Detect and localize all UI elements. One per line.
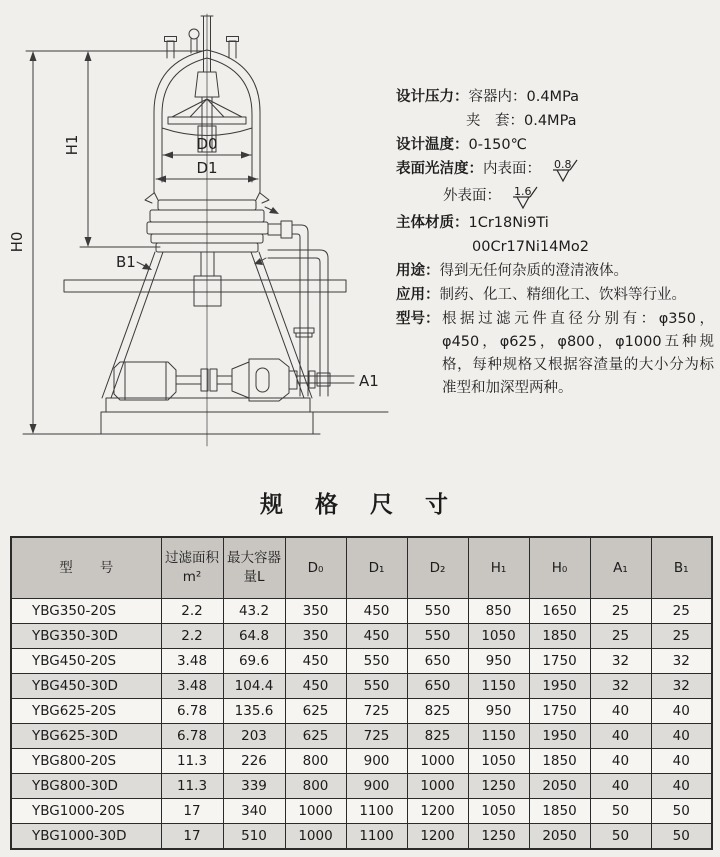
model-cell: YBG450-20S	[11, 649, 161, 674]
value-cell: 32	[590, 649, 651, 674]
roughness-value: 0.8	[554, 158, 572, 171]
d1-dimension	[156, 159, 258, 183]
value-cell: 2.2	[161, 599, 223, 624]
d0-label: D0	[196, 135, 218, 153]
column-header: D₁	[346, 537, 407, 599]
h1-label: H1	[63, 134, 81, 156]
value-cell: 1250	[468, 774, 529, 799]
value-cell: 825	[407, 699, 468, 724]
value-cell: 950	[468, 649, 529, 674]
value-cell: 550	[346, 674, 407, 699]
spec-label: 型号：	[396, 311, 440, 327]
value-cell: 11.3	[161, 774, 223, 799]
spec-table-body	[11, 599, 712, 850]
table-row	[11, 599, 712, 624]
spec-surface-outer	[396, 185, 714, 211]
model-cell: YBG350-20S	[11, 599, 161, 624]
h0-dimension	[8, 51, 37, 434]
spec-value: 外表面：	[443, 188, 501, 204]
value-cell: 2050	[529, 824, 590, 850]
column-header: D₂	[407, 537, 468, 599]
value-cell: 1100	[346, 799, 407, 824]
value-cell: 203	[223, 724, 285, 749]
value-cell: 1850	[529, 799, 590, 824]
value-cell: 450	[285, 674, 346, 699]
spec-value: 得到无任何杂质的澄清液体。	[439, 263, 628, 279]
value-cell: 1850	[529, 624, 590, 649]
column-header: 过滤面积m²	[161, 537, 223, 599]
value-cell: 725	[346, 724, 407, 749]
value-cell: 550	[407, 599, 468, 624]
table-row	[11, 824, 712, 850]
value-cell: 1250	[468, 824, 529, 850]
value-cell: 50	[651, 824, 712, 850]
table-row	[11, 724, 712, 749]
spec-value: 00Cr17Ni14Mo2	[472, 239, 589, 255]
value-cell: 3.48	[161, 674, 223, 699]
b1-callout	[116, 253, 266, 271]
value-cell: 40	[590, 774, 651, 799]
column-header: 型 号	[11, 537, 161, 599]
column-header: B₁	[651, 537, 712, 599]
value-cell: 900	[346, 774, 407, 799]
value-cell: 25	[590, 599, 651, 624]
spec-label: 设计温度：	[396, 137, 469, 153]
value-cell: 450	[285, 649, 346, 674]
value-cell: 40	[590, 724, 651, 749]
column-header: A₁	[590, 537, 651, 599]
value-cell: 40	[651, 774, 712, 799]
value-cell: 550	[407, 624, 468, 649]
table-row	[11, 799, 712, 824]
value-cell: 64.8	[223, 624, 285, 649]
pump	[176, 359, 297, 401]
value-cell: 900	[346, 749, 407, 774]
value-cell: 1850	[529, 749, 590, 774]
value-cell: 25	[590, 624, 651, 649]
value-cell: 1650	[529, 599, 590, 624]
value-cell: 25	[651, 624, 712, 649]
value-cell: 43.2	[223, 599, 285, 624]
value-cell: 1000	[285, 799, 346, 824]
spec-application	[396, 284, 714, 307]
value-cell: 17	[161, 799, 223, 824]
spec-design-temperature	[396, 134, 714, 157]
table-row	[11, 774, 712, 799]
model-cell: YBG350-30D	[11, 624, 161, 649]
column-header: H₀	[529, 537, 590, 599]
spec-material-2	[396, 236, 714, 259]
value-cell: 1200	[407, 799, 468, 824]
value-cell: 1150	[468, 724, 529, 749]
platform-bar	[64, 280, 346, 292]
spec-label: 表面光洁度：	[396, 161, 483, 177]
filter-equipment-diagram	[8, 2, 400, 462]
value-cell: 32	[651, 649, 712, 674]
value-cell: 650	[407, 649, 468, 674]
value-cell: 25	[651, 599, 712, 624]
spec-label: 用途：	[396, 263, 440, 279]
value-cell: 800	[285, 749, 346, 774]
value-cell: 69.6	[223, 649, 285, 674]
value-cell: 1950	[529, 674, 590, 699]
spec-value: 0-150℃	[468, 137, 527, 153]
spec-value: 容器内：0.4MPa	[468, 89, 580, 105]
value-cell: 625	[285, 699, 346, 724]
a1-label: A1	[359, 372, 379, 390]
model-cell: YBG625-20S	[11, 699, 161, 724]
value-cell: 40	[651, 699, 712, 724]
value-cell: 825	[407, 724, 468, 749]
d1-label: D1	[196, 159, 218, 177]
a1-outlet	[297, 371, 379, 390]
value-cell: 11.3	[161, 749, 223, 774]
value-cell: 650	[407, 674, 468, 699]
spec-model	[396, 308, 714, 400]
value-cell: 32	[590, 674, 651, 699]
value-cell: 1200	[407, 824, 468, 850]
table-row	[11, 624, 712, 649]
value-cell: 1050	[468, 749, 529, 774]
value-cell: 1750	[529, 649, 590, 674]
value-cell: 40	[651, 724, 712, 749]
value-cell: 1100	[346, 824, 407, 850]
value-cell: 1950	[529, 724, 590, 749]
value-cell: 1050	[468, 799, 529, 824]
h1-dimension	[63, 51, 160, 247]
h0-label: H0	[8, 231, 26, 253]
motor	[114, 362, 176, 400]
spec-jacket-pressure	[396, 110, 714, 133]
value-cell: 350	[285, 599, 346, 624]
value-cell: 17	[161, 824, 223, 850]
spec-material	[396, 212, 714, 235]
model-cell: YBG450-30D	[11, 674, 161, 699]
value-cell: 350	[285, 624, 346, 649]
column-header: D₀	[285, 537, 346, 599]
value-cell: 450	[346, 599, 407, 624]
d0-dimension	[163, 135, 251, 159]
spec-design-pressure	[396, 86, 714, 109]
value-cell: 340	[223, 799, 285, 824]
value-cell: 1000	[407, 749, 468, 774]
model-cell: YBG800-30D	[11, 774, 161, 799]
model-cell: YBG800-20S	[11, 749, 161, 774]
value-cell: 1150	[468, 674, 529, 699]
value-cell: 850	[468, 599, 529, 624]
value-cell: 450	[346, 624, 407, 649]
value-cell: 6.78	[161, 724, 223, 749]
spec-value: 制药、化工、精细化工、饮料等行业。	[439, 287, 686, 303]
piping	[265, 207, 328, 396]
spec-value: 内表面：	[483, 161, 541, 177]
roughness-value: 1.6	[514, 185, 532, 198]
spec-label: 设计压力：	[396, 89, 469, 105]
value-cell: 50	[590, 824, 651, 850]
value-cell: 1050	[468, 624, 529, 649]
flange-stack	[147, 200, 268, 252]
value-cell: 625	[285, 724, 346, 749]
spec-usage	[396, 260, 714, 283]
table-row	[11, 749, 712, 774]
model-cell: YBG1000-30D	[11, 824, 161, 850]
spec-list	[396, 86, 714, 401]
spec-label: 主体材质：	[396, 215, 469, 231]
value-cell: 6.78	[161, 699, 223, 724]
spec-value: 夹 套：0.4MPa	[466, 113, 577, 129]
roughness-symbol	[511, 185, 541, 211]
value-cell: 550	[346, 649, 407, 674]
table-header-row	[11, 537, 712, 599]
value-cell: 104.4	[223, 674, 285, 699]
value-cell: 1000	[285, 824, 346, 850]
value-cell: 800	[285, 774, 346, 799]
value-cell: 1000	[407, 774, 468, 799]
table-row	[11, 674, 712, 699]
spec-value: 1Cr18Ni9Ti	[468, 215, 549, 231]
spec-table	[10, 536, 713, 850]
spec-value: 根据过滤元件直径分别有：φ350，φ450，φ625，φ800，φ1000五种规格，每种规格又根据容渣量的大小分为标准型和加深型两种。	[442, 311, 714, 396]
column-header: 最大容器量L	[223, 537, 285, 599]
value-cell: 510	[223, 824, 285, 850]
model-cell: YBG625-30D	[11, 724, 161, 749]
b1-label: B1	[116, 253, 136, 271]
value-cell: 40	[651, 749, 712, 774]
value-cell: 32	[651, 674, 712, 699]
value-cell: 40	[590, 749, 651, 774]
value-cell: 339	[223, 774, 285, 799]
value-cell: 135.6	[223, 699, 285, 724]
value-cell: 50	[590, 799, 651, 824]
value-cell: 3.48	[161, 649, 223, 674]
value-cell: 1750	[529, 699, 590, 724]
value-cell: 2050	[529, 774, 590, 799]
table-row	[11, 649, 712, 674]
value-cell: 950	[468, 699, 529, 724]
roughness-symbol	[551, 158, 581, 184]
spec-label: 应用：	[396, 287, 440, 303]
value-cell: 40	[590, 699, 651, 724]
spec-surface-inner	[396, 158, 714, 184]
value-cell: 226	[223, 749, 285, 774]
model-cell: YBG1000-20S	[11, 799, 161, 824]
column-header: H₁	[468, 537, 529, 599]
value-cell: 2.2	[161, 624, 223, 649]
value-cell: 50	[651, 799, 712, 824]
value-cell: 725	[346, 699, 407, 724]
table-row	[11, 699, 712, 724]
table-title: 规 格 尺 寸	[259, 492, 461, 518]
